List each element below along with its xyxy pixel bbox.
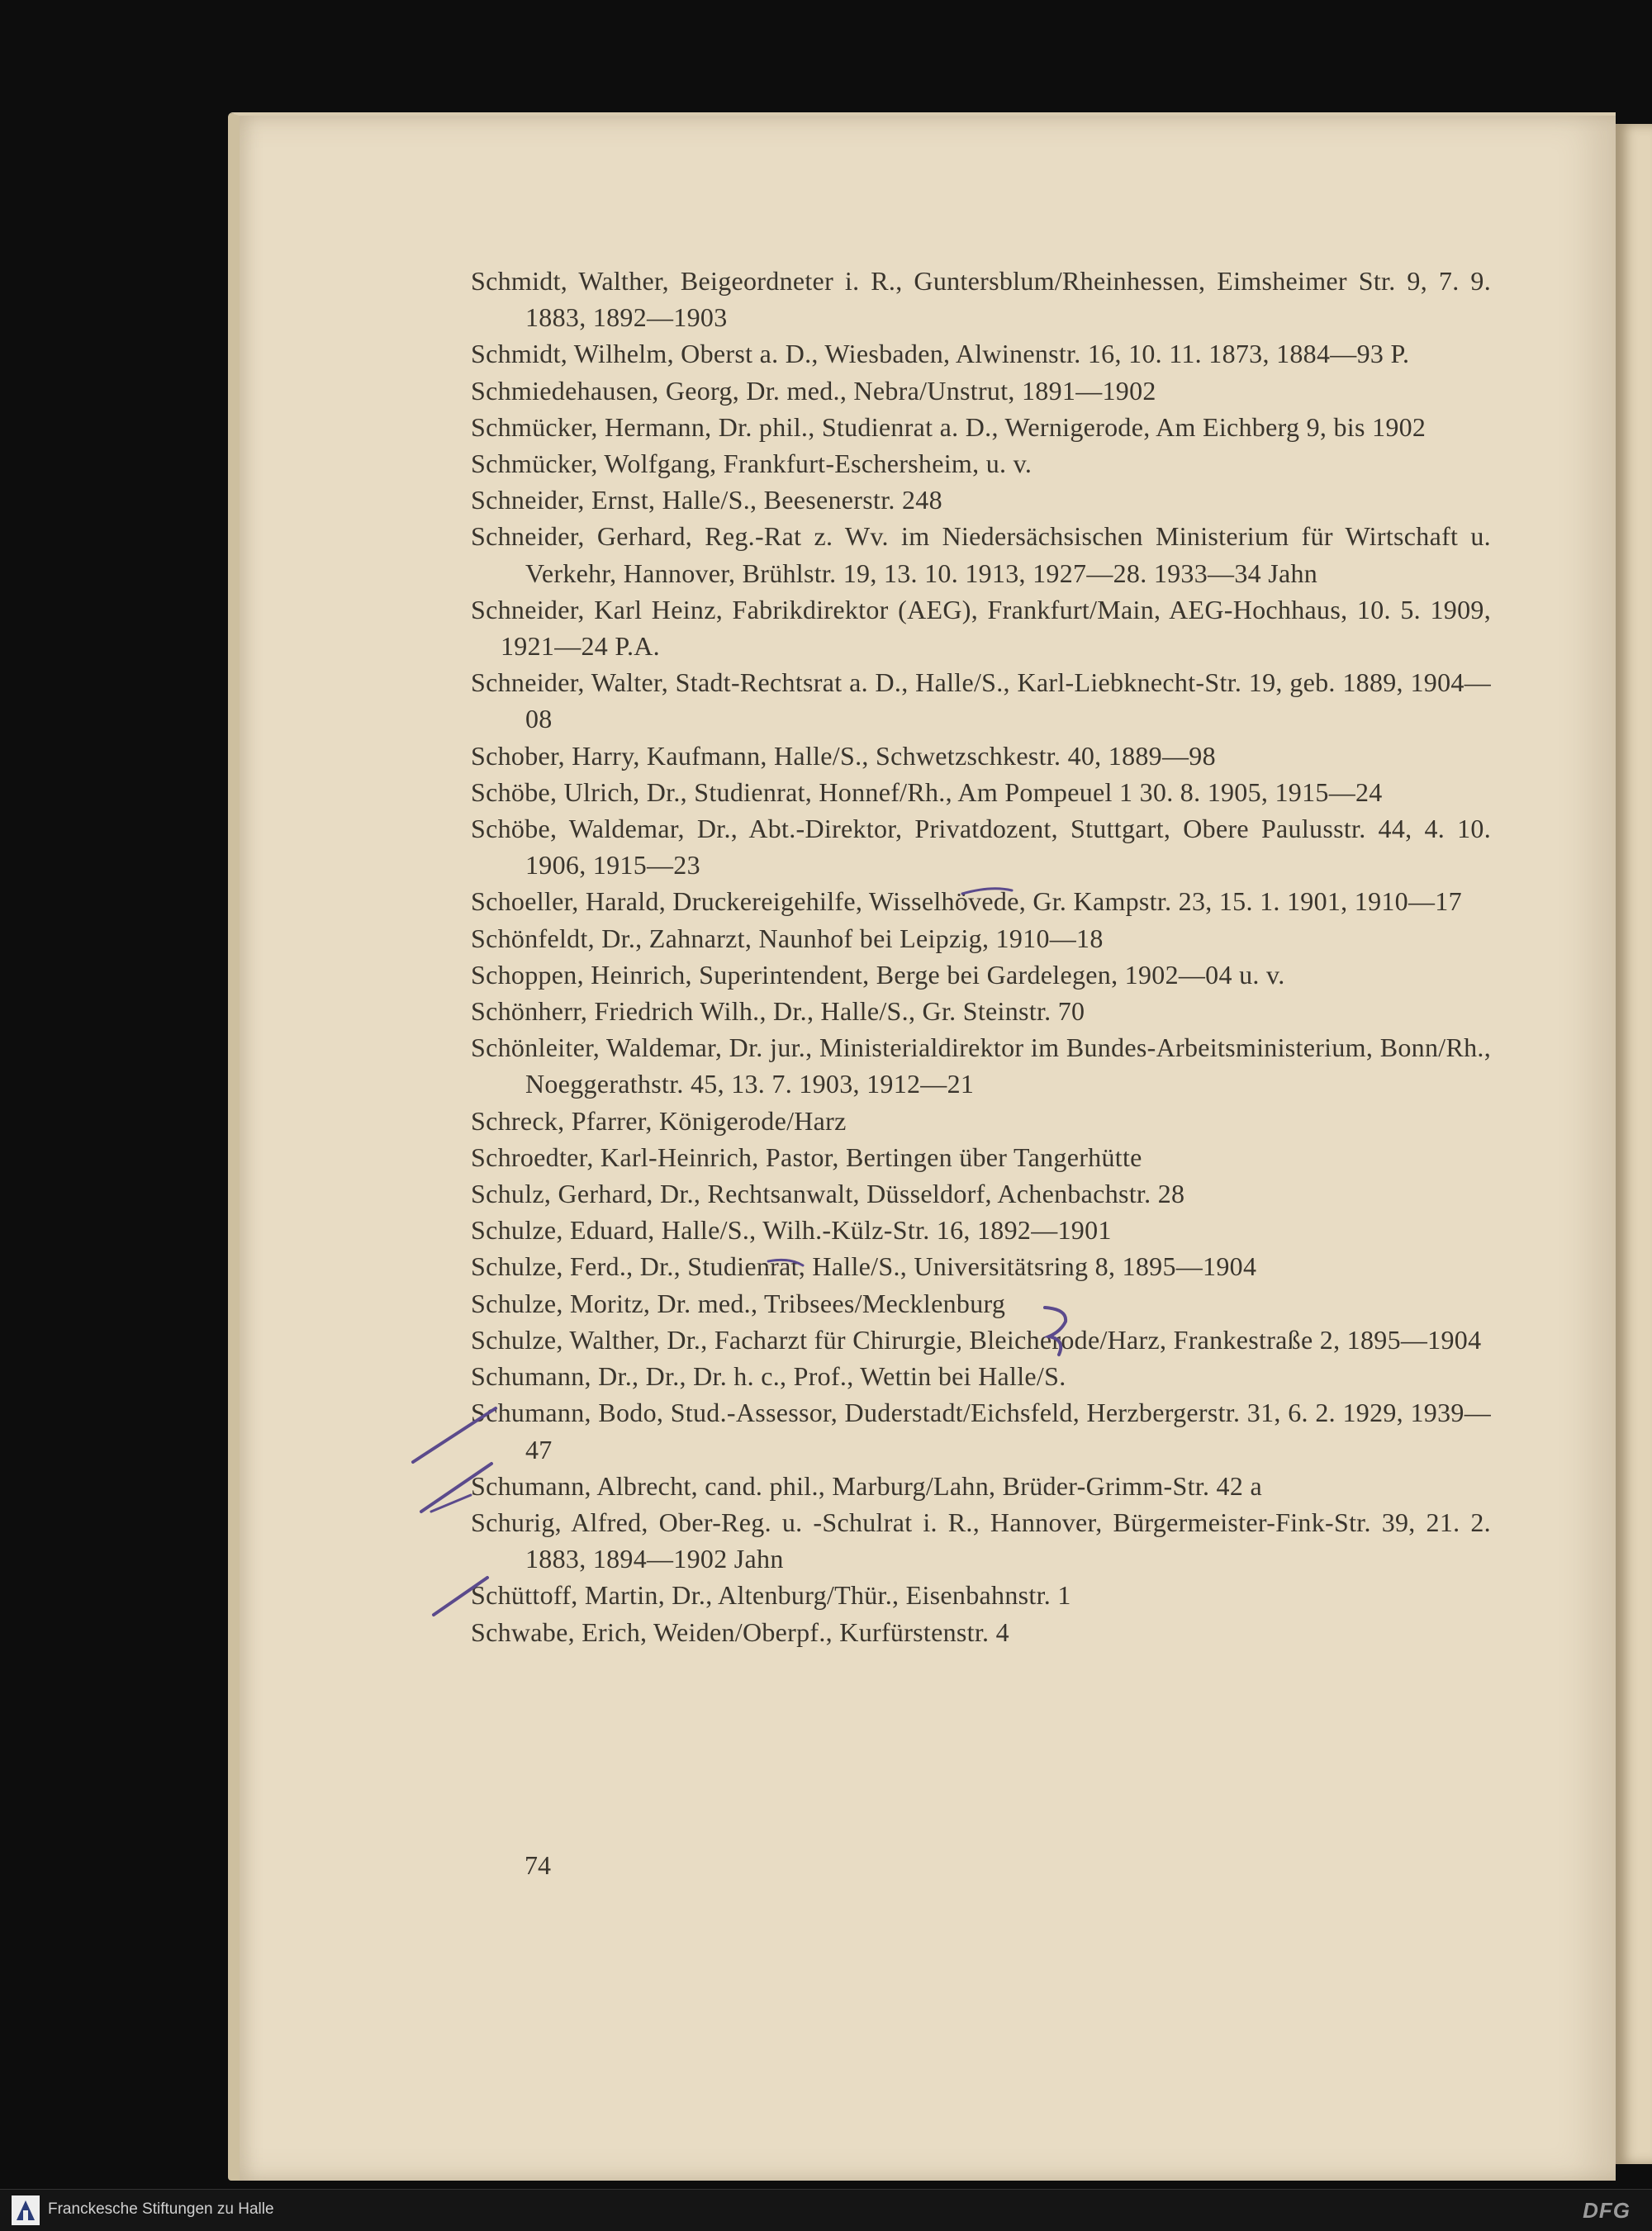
list-entry: Schober, Harry, Kaufmann, Halle/S., Schwetzschkestr. 40, 1889—98 [471, 740, 1216, 771]
institution-name: Franckesche Stiftungen zu Halle [48, 2200, 274, 2218]
list-entry: Schneider, Gerhard, Reg.-Rat z. Wv. im Niedersächsischen Ministerium für Wirtschaft u. Verkehr, Hannover, Brühlstr. 19, 13. 10. 1913, 1927—28. 1933—34 Jahn [471, 521, 1491, 588]
list-entry: Schmücker, Wolfgang, Frankfurt-Eschersheim, u. v. [471, 449, 1032, 479]
member-listing [471, 263, 1491, 1650]
list-entry: Schönleiter, Waldemar, Dr. jur., Ministerialdirektor im Bundes-Arbeitsministerium, Bonn/Rh., Noeggerathstr. 45, 13. 7. 1903, 1912—21 [471, 1032, 1491, 1099]
list-entry: Schönherr, Friedrich Wilh., Dr., Halle/S., Gr. Steinstr. 70 [471, 996, 1085, 1027]
list-entry: Schumann, Dr., Dr., Dr. h. c., Prof., Wettin bei Halle/S. [471, 1361, 1066, 1392]
list-entry: Schneider, Ernst, Halle/S., Beesenerstr. 248 [471, 485, 942, 515]
list-entry: Schneider, Walter, Stadt-Rechtsrat a. D., Halle/S., Karl-Liebknecht-Str. 19, geb. 1889, 1904—08 [471, 667, 1491, 734]
list-entry: Schmücker, Hermann, Dr. phil., Studienrat a. D., Wernigerode, Am Eichberg 9, bis 1902 [471, 411, 1427, 442]
list-entry: Schönfeldt, Dr., Zahnarzt, Naunhof bei Leipzig, 1910—18 [471, 923, 1104, 953]
list-entry: Schulze, Ferd., Dr., Studienrat, Halle/S., Universitätsring 8, 1895—1904 [471, 1251, 1257, 1282]
list-entry: Schoppen, Heinrich, Superintendent, Berge bei Gardelegen, 1902—04 u. v. [471, 959, 1285, 990]
list-entry: Schneider, Karl Heinz, Fabrikdirektor (AEG), Frankfurt/Main, AEG-Hochhaus, 10. 5. 1909, 1921—24 P.A. [471, 594, 1491, 662]
list-entry: Schüttoff, Martin, Dr., Altenburg/Thür., Eisenbahnstr. 1 [471, 1580, 1071, 1611]
list-entry: Schumann, Bodo, Stud.-Assessor, Duderstadt/Eichsfeld, Herzbergerstr. 31, 6. 2. 1929, 1939—47 [471, 1398, 1491, 1464]
list-entry: Schoeller, Harald, Druckereigehilfe, Wisselhövede, Gr. Kampstr. 23, 15. 1. 1901, 1910—17 [471, 886, 1462, 917]
list-entry: Schmidt, Wilhelm, Oberst a. D., Wiesbaden, Alwinenstr. 16, 10. 11. 1873, 1884—93 P. [471, 339, 1410, 369]
next-page-edge [1616, 124, 1652, 2164]
list-entry: Schwabe, Erich, Weiden/Oberpf., Kurfürstenstr. 4 [471, 1616, 1009, 1647]
list-entry: Schulze, Moritz, Dr. med., Tribsees/Mecklenburg [471, 1288, 1006, 1318]
list-entry: Schroedter, Karl-Heinrich, Pastor, Bertingen über Tangerhütte [471, 1142, 1142, 1172]
list-entry: Schurig, Alfred, Ober-Reg. u. -Schulrat i. R., Hannover, Bürgermeister-Fink-Str. 39, 21. 2. 1883, 1894—1902 Jahn [471, 1507, 1491, 1574]
viewer-footer [0, 2189, 1652, 2231]
institution-logo-icon [12, 2195, 40, 2225]
list-entry: Schmiedehausen, Georg, Dr. med., Nebra/Unstrut, 1891—1902 [471, 375, 1156, 406]
list-entry: Schumann, Albrecht, cand. phil., Marburg/Lahn, Brüder-Grimm-Str. 42 a [471, 1470, 1262, 1501]
list-entry: Schöbe, Ulrich, Dr., Studienrat, Honnef/Rh., Am Pompeuel 1 30. 8. 1905, 1915—24 [471, 776, 1383, 807]
list-entry: Schulz, Gerhard, Dr., Rechtsanwalt, Düsseldorf, Achenbachstr. 28 [471, 1179, 1185, 1209]
dfg-logo: DFG [1583, 2198, 1631, 2223]
page-number: 74 [525, 1850, 551, 1880]
list-entry: Schulze, Eduard, Halle/S., Wilh.-Külz-Str. 16, 1892—1901 [471, 1215, 1112, 1246]
list-entry: Schmidt, Walther, Beigeordneter i. R., Guntersblum/Rheinhessen, Eimsheimer Str. 9, 7. 9. 1883, 1892—1903 [471, 266, 1491, 333]
list-entry: Schreck, Pfarrer, Königerode/Harz [471, 1105, 847, 1136]
list-entry: Schulze, Walther, Dr., Facharzt für Chirurgie, Bleicherode/Harz, Frankestraße 2, 1895—1904 [471, 1324, 1482, 1355]
list-entry: Schöbe, Waldemar, Dr., Abt.-Direktor, Privatdozent, Stuttgart, Obere Paulusstr. 44, 4. 10. 1906, 1915—23 [471, 814, 1491, 881]
